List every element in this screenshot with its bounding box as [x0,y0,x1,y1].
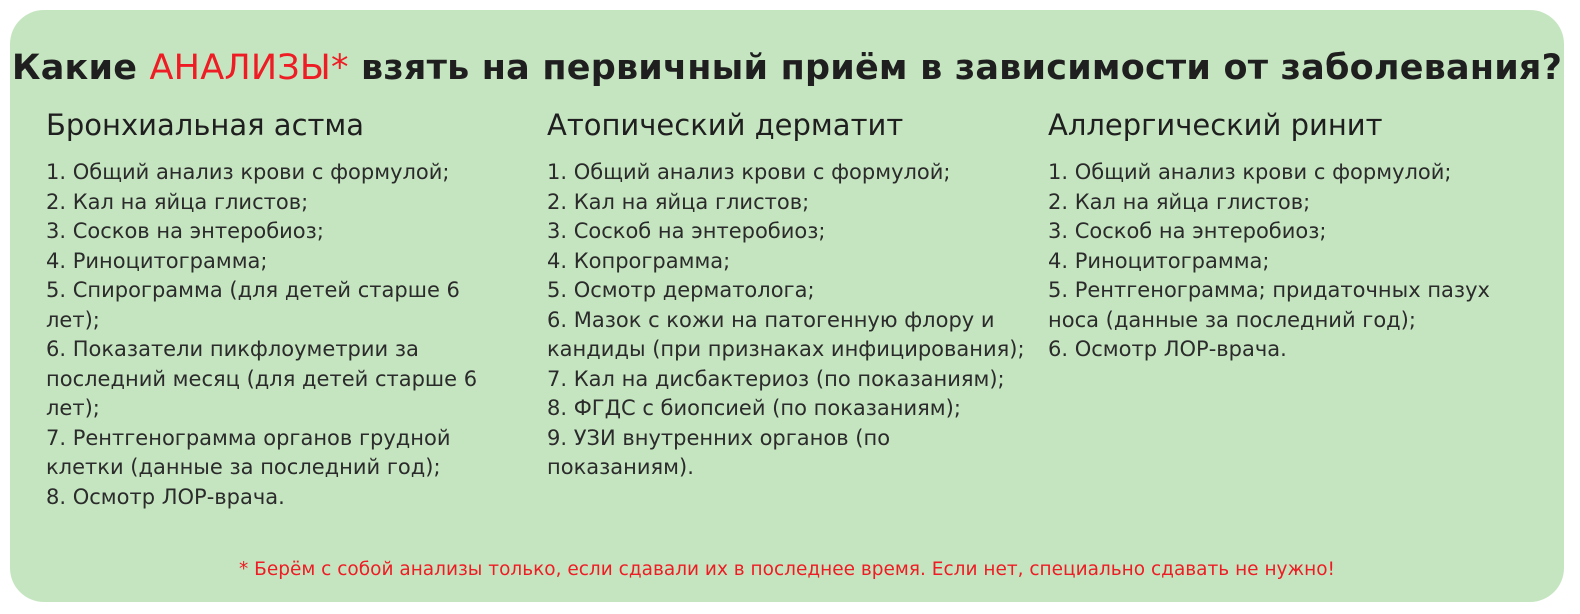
list-item: 6. Показатели пикфлоуметрии за последний месяц (для детей старше 6 лет); [46,337,478,420]
column-atopic-dermatitis [547,108,1025,483]
list-item: 3. Соскоб на энтеробиоз; [1048,219,1327,243]
column-heading: Атопический дерматит [547,108,904,142]
column-heading: Аллергический ринит [1048,108,1383,142]
list-item: 2. Кал на яйца глистов; [547,189,810,214]
title-prefix: Какие [11,48,150,88]
list-item: 1. Общий анализ крови с формулой; [547,160,951,184]
column-heading: Бронхиальная астма [46,108,365,142]
list-item: 8. Осмотр ЛОР-врача. [46,484,285,509]
list-item: 2. Кал на яйца глистов; [1048,189,1311,214]
list-item: 4. Копрограмма; [547,248,731,273]
column-bronchial-asthma [46,108,516,512]
analysis-list [547,158,1025,483]
list-item: 3. Сосков на энтеробиоз; [46,219,324,243]
list-item: 5. Рентгенограмма; придаточных пазух носа (данные за последний год); [1048,278,1490,332]
list-item: 5. Спирограмма (для детей старше 6 лет); [46,278,460,332]
list-item: 6. Мазок с кожи на патогенную флору и кандиды (при признаках инфицирования); [547,307,1025,361]
list-item: 6. Осмотр ЛОР-врача. [1048,337,1287,361]
list-item: 4. Риноцитограмма; [46,248,268,273]
footnote: * Берём с собой анализы только, если сдавали их в последнее время. Если нет, специально сдавать не нужно! [239,559,1335,580]
list-item: 9. УЗИ внутренних органов (по показаниям). [547,425,891,479]
list-item: 1. Общий анализ крови с формулой; [46,160,450,184]
list-item: 4. Риноцитограмма; [1048,248,1270,273]
column-allergic-rhinitis [1048,108,1518,365]
list-item: 7. Кал на дисбактериоз (по показаниям); [547,366,1005,391]
title-suffix: взять на первичный приём в зависимости от заболевания? [348,48,1563,88]
analysis-list [1048,158,1518,365]
title-accent: АНАЛИЗЫ* [149,48,349,88]
info-card [10,10,1564,602]
list-item: 2. Кал на яйца глистов; [46,189,309,214]
list-item: 7. Рентгенограмма органов грудной клетки (данные за последний год); [46,425,451,479]
list-item: 8. ФГДС с биопсией (по показаниям); [547,396,961,420]
list-item: 1. Общий анализ крови с формулой; [1048,160,1452,184]
analysis-list [46,158,516,512]
list-item: 5. Осмотр дерматолога; [547,278,815,302]
list-item: 3. Соскоб на энтеробиоз; [547,219,826,243]
page-title [10,48,1564,88]
